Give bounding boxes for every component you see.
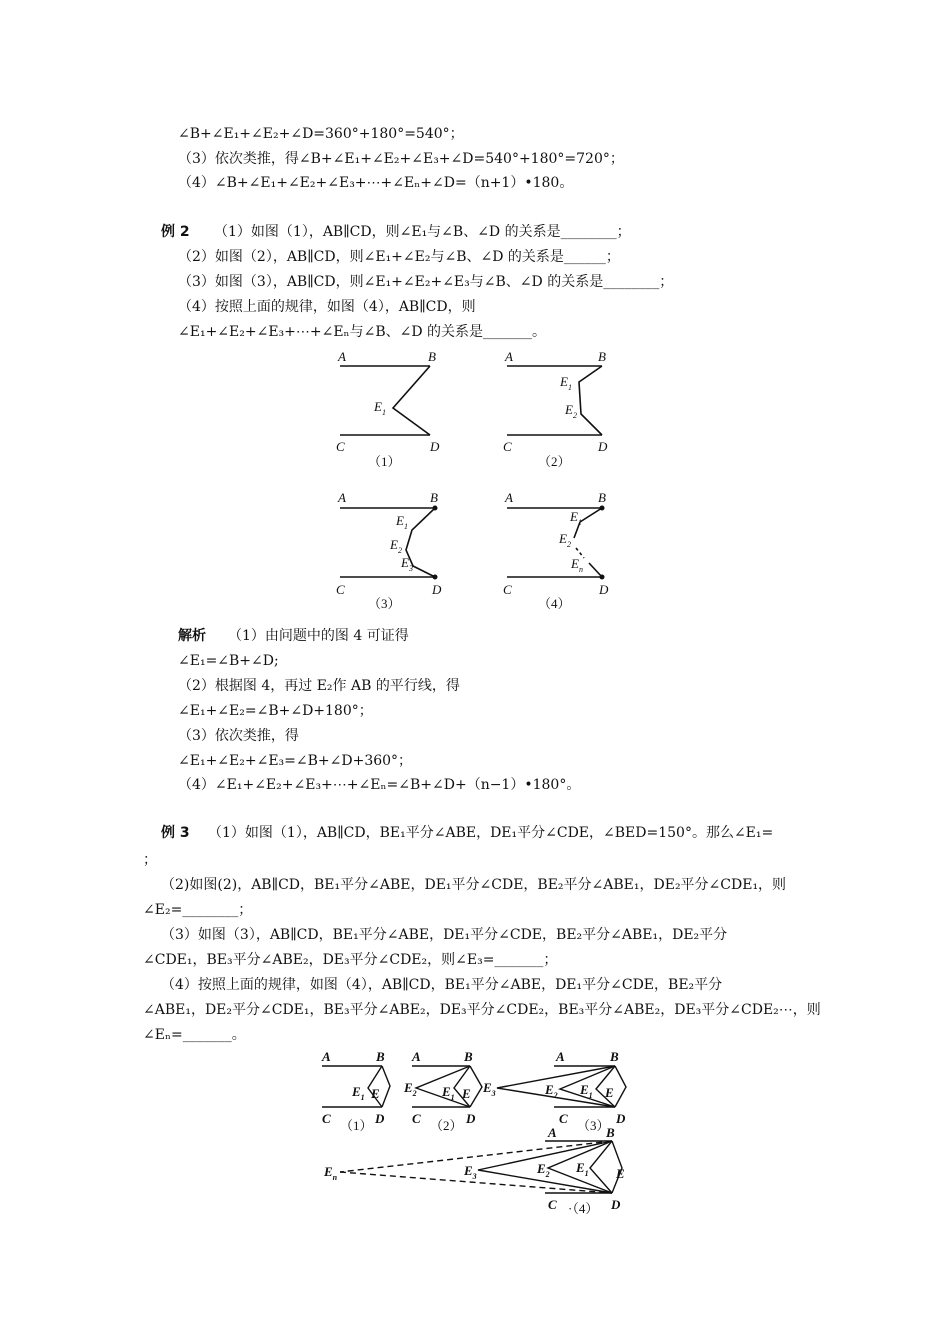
svg-text:E1: $E_1$ [396, 513, 408, 531]
label-c: C [336, 439, 345, 454]
label-c: C [503, 439, 512, 454]
svg-text:D: D [375, 1111, 385, 1126]
text-line: （3）依次类推，得∠B+∠E₁+∠E₂+∠E₃+∠D=540°+180°=720°； [178, 151, 624, 167]
text-line: （3）如图（3），AB∥CD，BE₁平分∠ABE，DE₁平分∠CDE，BE₂平分∠ABE₁，DE₂平分 [161, 927, 728, 943]
svg-text:C: C [412, 1111, 421, 1126]
svg-text:En: $E_n$ [324, 1164, 338, 1182]
svg-text:B: B [610, 1049, 619, 1064]
text-line: （1）如图（1），AB∥CD，BE₁平分∠ABE，DE₁平分∠CDE，∠BED=150°。那么∠E₁= [208, 825, 774, 841]
caption: （4） [538, 596, 571, 611]
svg-text:E: E [605, 1085, 614, 1100]
svg-text:D: D [611, 1197, 621, 1212]
text-line: （4）按照上面的规律，如图（4），AB∥CD，BE₁平分∠ABE，DE₁平分∠CDE，BE₂平分 [161, 977, 723, 993]
svg-text:B: B [606, 1125, 615, 1140]
text-line: ∠E₁=∠B+∠D; [178, 653, 279, 669]
svg-text:E1: $E_1$ [576, 1160, 589, 1178]
text-line: （2)如图(2)，AB∥CD，BE₁平分∠ABE，DE₁平分∠CDE，BE₂平分∠ABE₁，DE₂平分∠CDE₁，则 [161, 877, 787, 893]
svg-text:E2: $E_2$ [537, 1161, 550, 1179]
text-line: （4）按照上面的规律，如图（4），AB∥CD，则 [178, 299, 476, 315]
svg-text:E2: $E_2$ [545, 1082, 558, 1100]
svg-text:E1: $E_1$ [352, 1084, 365, 1102]
text-line: （4）∠B+∠E₁+∠E₂+∠E₃+⋯+∠Eₙ+∠D=（n+1）•180。 [178, 175, 574, 191]
svg-text:E3: $E_3$ [401, 555, 413, 573]
svg-text:E2: $E_2$ [565, 402, 577, 420]
svg-text:B: B [376, 1049, 385, 1064]
svg-text:E: E [616, 1166, 625, 1181]
label-b: B [428, 349, 436, 364]
text-line: ∠CDE₁，BE₃平分∠ABE₂，DE₃平分∠CDE₂，则∠E₃=_______； [143, 952, 558, 968]
svg-text:B: B [464, 1049, 473, 1064]
label-a: A [338, 490, 346, 505]
svg-text:E2: $E_2$ [390, 537, 402, 555]
svg-text:A: A [548, 1125, 557, 1140]
label-a: A [505, 349, 513, 364]
text-line: ∠E₁+∠E₂=∠B+∠D+180°； [178, 703, 373, 719]
svg-text:E1: $E_1$ [570, 509, 582, 527]
svg-text:E1: $E_1$ [560, 374, 572, 392]
caption: （3） [368, 596, 401, 611]
example-2-tag: 例 2 [161, 224, 190, 240]
label-d: D [432, 582, 442, 597]
svg-text:E: E [462, 1086, 471, 1101]
label-c: C [503, 582, 512, 597]
caption: （3） [577, 1118, 610, 1133]
svg-text:En: $E_n$ [571, 556, 583, 574]
svg-text:E3: $E_3$ [483, 1080, 496, 1098]
svg-text:E2: $E_2$ [404, 1080, 417, 1098]
label-a: A [505, 490, 513, 505]
text-line: ∠B+∠E₁+∠E₂+∠D=360°+180°=540°； [178, 126, 464, 142]
label-d: D [599, 582, 609, 597]
label-b: B [598, 349, 606, 364]
svg-text:C: C [559, 1111, 568, 1126]
label-c: C [336, 582, 345, 597]
text-line: ∠E₂=________； [143, 902, 253, 918]
svg-text:A: A [322, 1049, 331, 1064]
caption: （1） [340, 1118, 373, 1133]
text-line: （3）依次类推，得 [178, 728, 299, 744]
text-line: ∠Eₙ=_______。 [143, 1027, 246, 1043]
solution-tag: 解析 [178, 628, 206, 644]
text-line: ∠E₁+∠E₂+∠E₃=∠B+∠D+360°； [178, 753, 413, 769]
svg-text:A: A [412, 1049, 421, 1064]
caption: ·（4） [568, 1201, 599, 1216]
label-a: A [338, 349, 346, 364]
text-line: （2）根据图 4，再过 E₂作 AB 的平行线，得 [178, 678, 460, 694]
text-line: ； [143, 852, 157, 868]
svg-text:C: C [322, 1111, 331, 1126]
svg-text:E1: $E_1$ [442, 1084, 455, 1102]
example-3-tag: 例 3 [161, 825, 190, 841]
label-d: D [598, 439, 608, 454]
svg-text:C: C [548, 1197, 557, 1212]
svg-text:E3: $E_3$ [464, 1163, 477, 1181]
svg-text:E2: $E_2$ [559, 531, 571, 549]
svg-text:D: D [466, 1111, 476, 1126]
label-b: B [430, 490, 438, 505]
text-line: （1）由问题中的图 4 可证得 [228, 628, 409, 644]
svg-text:D: D [616, 1111, 626, 1126]
text-line: ∠ABE₁，DE₂平分∠CDE₁，BE₃平分∠ABE₂，DE₃平分∠CDE₂，BE₃平分∠ABE₂，DE₃平分∠CDE₂⋯，则 [143, 1002, 821, 1018]
svg-text:E1: $E_1$ [374, 399, 386, 417]
caption: （2） [430, 1118, 463, 1133]
caption: （1） [368, 454, 401, 469]
text-line: ∠E₁+∠E₂+∠E₃+⋯+∠Eₙ与∠B、∠D 的关系是_______。 [178, 324, 547, 340]
text-line: （1）如图（1），AB∥CD，则∠E₁与∠B、∠D 的关系是________； [214, 224, 631, 240]
text-line: （2）如图（2），AB∥CD，则∠E₁+∠E₂与∠B、∠D 的关系是______； [178, 249, 620, 265]
caption: （2） [538, 454, 571, 469]
text-line: （3）如图（3），AB∥CD，则∠E₁+∠E₂+∠E₃与∠B、∠D 的关系是________； [178, 274, 674, 290]
label-b: B [598, 490, 606, 505]
label-d: D [430, 439, 440, 454]
svg-text:A: A [556, 1049, 565, 1064]
svg-text:E1: $E_1$ [580, 1082, 593, 1100]
svg-text:E: E [371, 1086, 380, 1101]
text-line: （4）∠E₁+∠E₂+∠E₃+⋯+∠Eₙ=∠B+∠D+（n−1）•180°。 [178, 777, 581, 793]
